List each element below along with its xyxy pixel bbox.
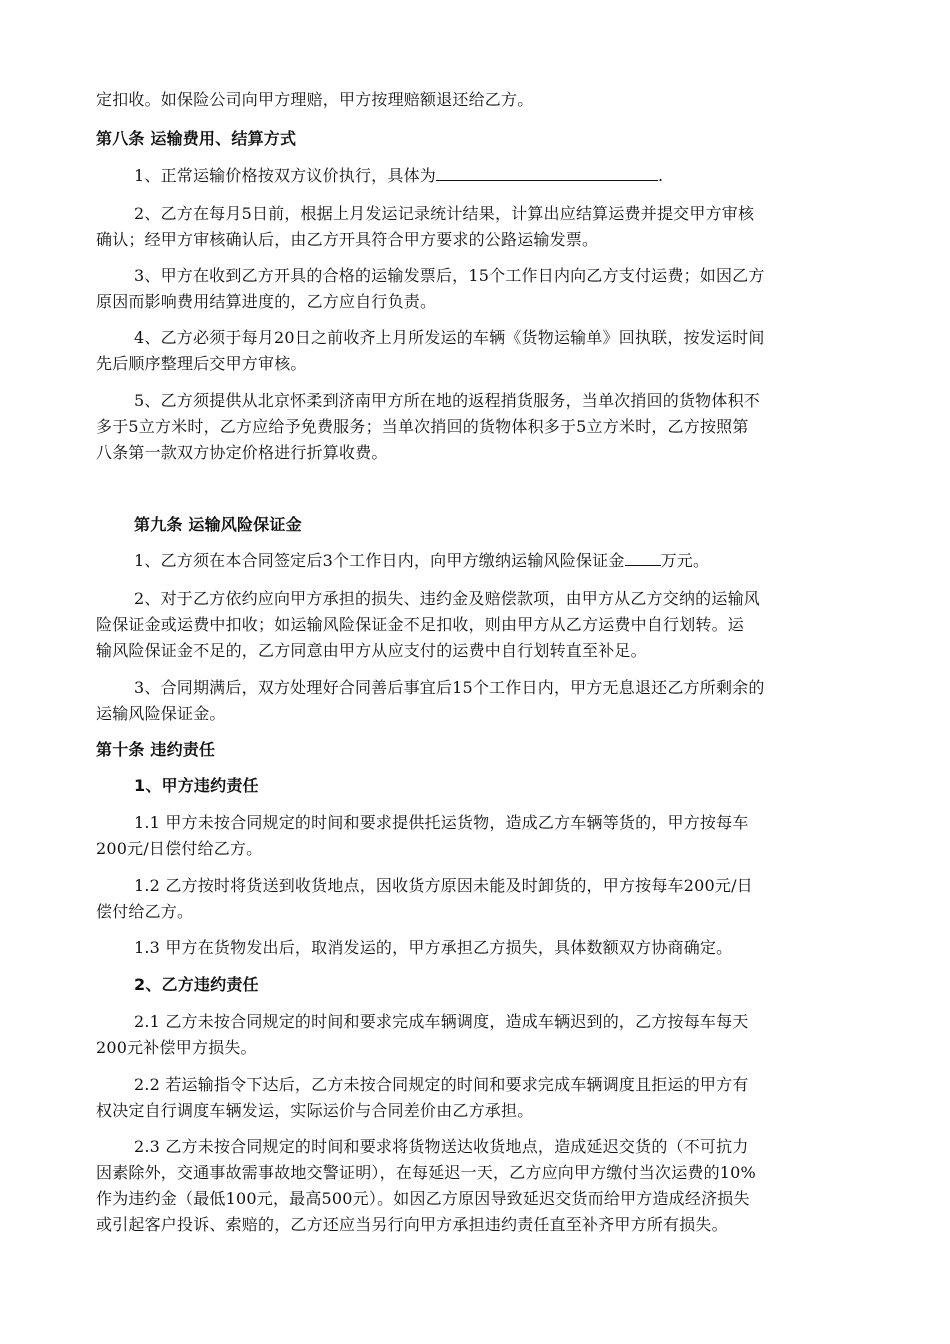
paragraph-line: 2.3 乙方未按合同规定的时间和要求将货物送达收货地点，造成延迟交货的（不可抗力 — [134, 1137, 749, 1156]
paragraph-line: 输风险保证金不足的，乙方同意由甲方从应支付的运费中自行划转直至补足。 — [96, 641, 647, 660]
paragraph-line: 3、合同期满后，双方处理好合同善后事宜后15个工作日内，甲方无息退还乙方所剩余的 — [134, 678, 765, 697]
paragraph-line: 3、甲方在收到乙方开具的合格的运输发票后，15个工作日内向乙方支付运费；如因乙方 — [134, 266, 765, 285]
clause-end: 万元。 — [660, 551, 710, 570]
paragraph-line: 1.3 甲方在货物发出后，取消发运的，甲方承担乙方损失，具体数额双方协商确定。 — [134, 938, 733, 957]
paragraph-line: 先后顺序整理后交甲方审核。 — [96, 354, 307, 373]
price-blank-field — [436, 166, 658, 181]
paragraph-line: 定扣收。如保险公司向甲方理赔，甲方按理赔额退还给乙方。 — [96, 90, 534, 109]
subheading-party-b-liability: 2、乙方违约责任 — [134, 975, 259, 994]
paragraph-line — [134, 551, 856, 571]
paragraph-line: 多于5立方米时，乙方应给予免费服务；当单次捎回的货物体积多于5立方米时，乙方按照第 — [96, 417, 749, 436]
paragraph-line: 确认；经甲方审核确认后，由乙方开具符合甲方要求的公路运输发票。 — [96, 230, 599, 249]
section-heading-article-8: 第八条 运输费用、结算方式 — [96, 129, 297, 148]
section-heading-article-10: 第十条 违约责任 — [96, 740, 216, 759]
paragraph-line: 2.1 乙方未按合同规定的时间和要求完成车辆调度，造成车辆迟到的，乙方按每车每天 — [134, 1012, 749, 1031]
paragraph-line: 1.1 甲方未按合同规定的时间和要求提供托运货物，造成乙方车辆等货的，甲方按每车 — [134, 813, 749, 832]
paragraph-line: 200元/日偿付给乙方。 — [96, 839, 263, 858]
clause-end: . — [657, 166, 664, 185]
section-heading-article-9: 第九条 运输风险保证金 — [134, 515, 302, 534]
subheading-party-a-liability: 1、甲方违约责任 — [134, 776, 259, 795]
paragraph-line: 200元补偿甲方损失。 — [96, 1038, 257, 1057]
paragraph-line: 1.2 乙方按时将货送到收货地点，因收货方原因未能及时卸货的，甲方按每车200元/日 — [134, 876, 753, 895]
deposit-amount-blank-field — [625, 551, 661, 566]
clause-text: 1、正常运输价格按双方议价执行，具体为 — [134, 166, 436, 185]
paragraph-line: 或引起客户投诉、索赔的，乙方还应当另行向甲方承担违约责任直至补齐甲方所有损失。 — [96, 1215, 728, 1234]
paragraph-line: 2.2 若运输指令下达后，乙方未按合同规定的时间和要求完成车辆调度且拒运的甲方有 — [134, 1075, 749, 1094]
paragraph-line: 2、对于乙方依约应向甲方承担的损失、违约金及赔偿款项，由甲方从乙方交纳的运输风 — [134, 589, 760, 608]
paragraph-line: 偿付给乙方。 — [96, 902, 194, 921]
paragraph-line: 原因而影响费用结算进度的，乙方应自行负责。 — [96, 292, 437, 311]
paragraph-line — [134, 166, 856, 186]
paragraph-line: 险保证金或运费中扣收；如运输风险保证金不足扣收，则由甲方从乙方运费中自行划转。运 — [96, 615, 745, 634]
paragraph-line: 5、乙方须提供从北京怀柔到济南甲方所在地的返程捎货服务，当单次捎回的货物体积不 — [134, 391, 760, 410]
paragraph-line: 作为违约金（最低100元，最高500元）。如因乙方原因导致延迟交货而给甲方造成经济损失 — [96, 1189, 750, 1208]
paragraph-line: 2、乙方在每月5日前，根据上月发运记录统计结果，计算出应结算运费并提交甲方审核 — [134, 204, 755, 223]
paragraph-line: 八条第一款双方协定价格进行折算收费。 — [96, 443, 388, 462]
paragraph-line: 运输风险保证金。 — [96, 704, 226, 723]
paragraph-line: 权决定自行调度车辆发运，实际运价与合同差价由乙方承担。 — [96, 1101, 534, 1120]
paragraph-line: 4、乙方必须于每月20日之前收齐上月所发运的车辆《货物运输单》回执联，按发运时间 — [134, 328, 765, 347]
clause-text: 1、乙方须在本合同签定后3个工作日内，向甲方缴纳运输风险保证金 — [134, 551, 625, 570]
paragraph-line: 因素除外，交通事故需事故地交警证明），在每延迟一天，乙方应向甲方缴付当次运费的10% — [96, 1163, 756, 1182]
